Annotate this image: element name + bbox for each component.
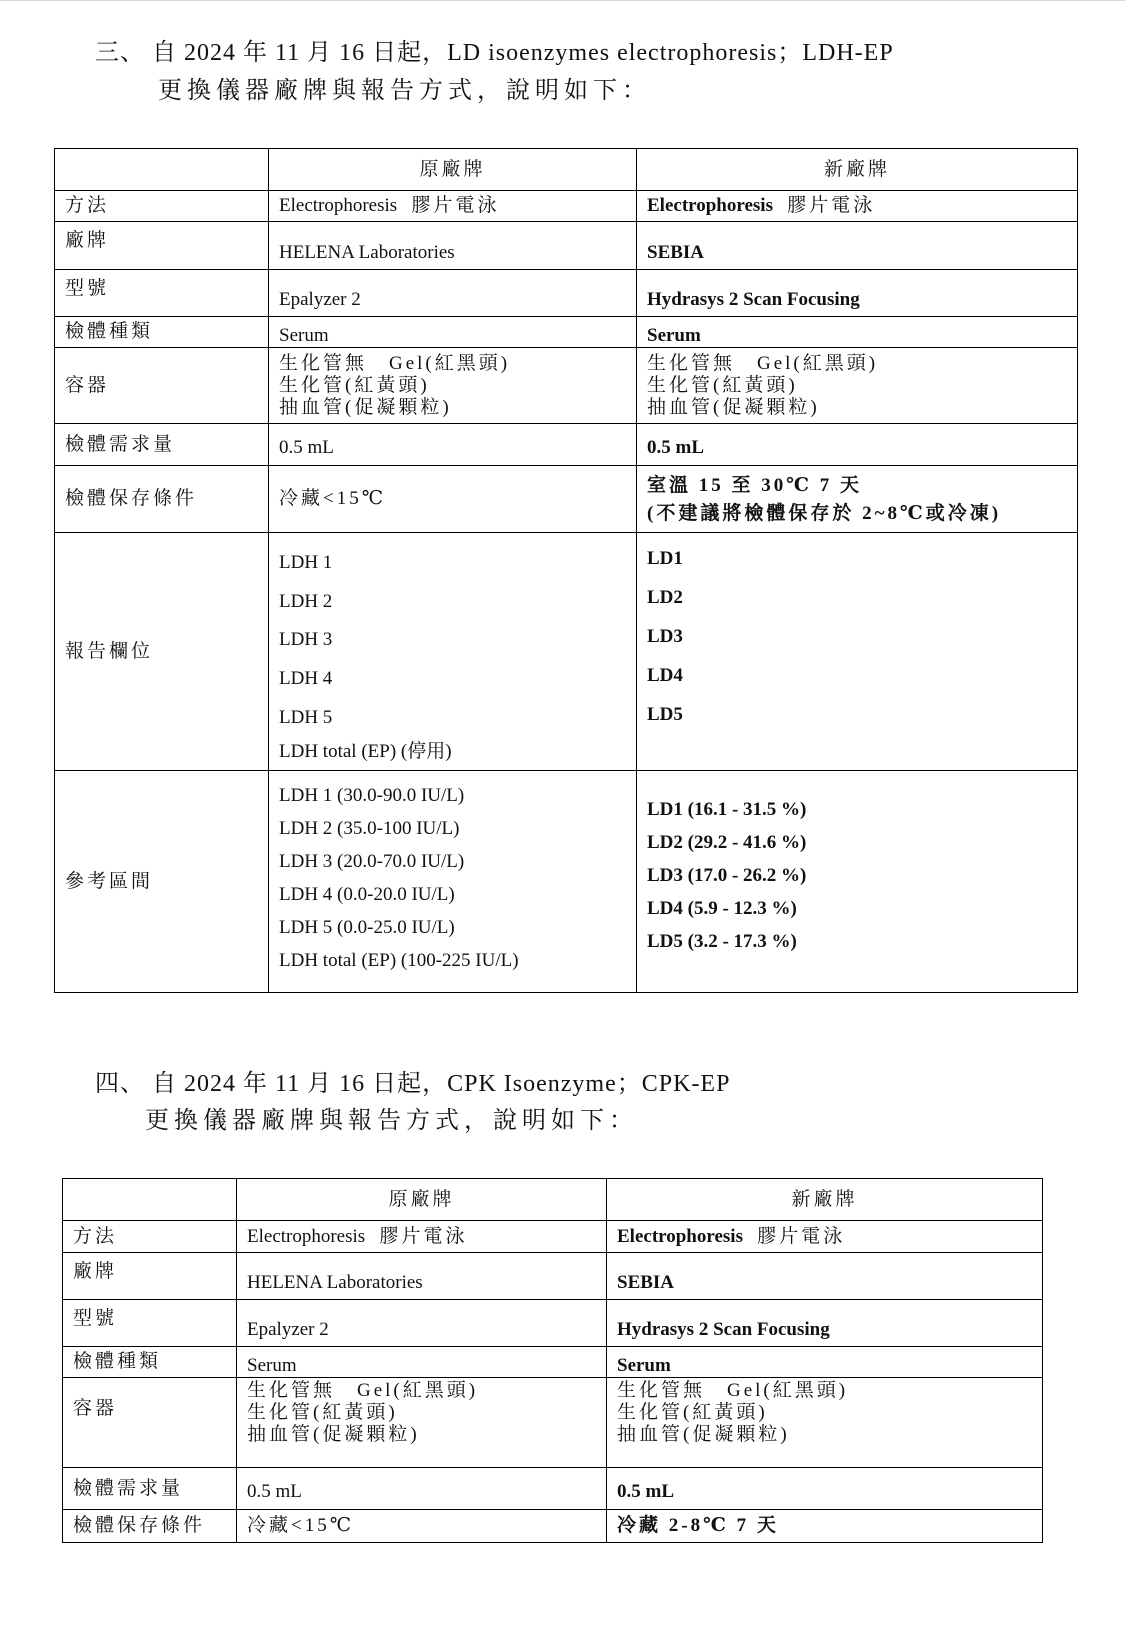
table-row-method [63, 1221, 1043, 1253]
old-method-zh: 膠片電泳 [411, 195, 500, 216]
old-report-item: LDH 5 [279, 707, 333, 728]
old-reference-item: LDH 3 (20.0-70.0 IU/L) [279, 851, 465, 872]
new-method [607, 1221, 1043, 1253]
new-model: Hydrasys 2 Scan Focusing [607, 1300, 1043, 1347]
new-model: Hydrasys 2 Scan Focusing [637, 270, 1078, 317]
new-method [637, 191, 1078, 222]
old-container-line: 抽血管(促凝顆粒) [279, 396, 452, 418]
new-method-zh: 膠片電泳 [787, 195, 876, 216]
new-container-line: 生化管(紅黃頭) [617, 1402, 768, 1423]
old-report-item: LDH 3 [279, 629, 333, 650]
old-model: Epalyzer 2 [269, 270, 637, 317]
new-brand: SEBIA [607, 1253, 1043, 1300]
label-volume: 檢體需求量 [63, 1468, 237, 1510]
old-brand: HELENA Laboratories [237, 1253, 607, 1300]
new-storage-line2: (不建議將檢體保存於 2~8℃或冷凍) [647, 503, 1002, 524]
table-row-reference-range [55, 771, 1078, 993]
label-specimen: 檢體種類 [55, 317, 269, 348]
old-method [269, 191, 637, 222]
section4-subtitle: 更換儀器廠牌與報告方式，說明如下： [145, 1108, 638, 1134]
label-brand: 廠牌 [55, 222, 269, 270]
new-report-item: LD2 [647, 587, 683, 608]
new-report-item: LD3 [647, 626, 683, 647]
label-method: 方法 [63, 1221, 237, 1253]
new-container-line: 抽血管(促凝顆粒) [647, 396, 820, 418]
old-method-zh: 膠片電泳 [379, 1225, 468, 1247]
section4-title: 四、 自 2024 年 11 月 16 日起，CPK Isoenzyme；CPK-EP [95, 1071, 731, 1097]
new-reference-item: LD3 (17.0 - 26.2 %) [647, 865, 807, 886]
old-report-item: LDH 4 [279, 668, 333, 689]
old-container [269, 348, 637, 424]
new-storage [637, 466, 1078, 533]
table-row-specimen [63, 1347, 1043, 1378]
table-row-report-fields [55, 533, 1078, 771]
label-model: 型號 [55, 270, 269, 317]
old-brand: HELENA Laboratories [269, 222, 637, 270]
new-reference-item: LD4 (5.9 - 12.3 %) [647, 898, 797, 919]
new-report-item: LD1 [647, 548, 683, 569]
section3-subtitle: 更換儀器廠牌與報告方式，說明如下： [158, 78, 651, 104]
header-new-brand: 新廠牌 [637, 149, 1078, 191]
table-row-container [63, 1378, 1043, 1468]
label-container: 容器 [63, 1378, 237, 1468]
old-container-line: 生化管(紅黃頭) [247, 1402, 398, 1423]
old-report-item: LDH 1 [279, 552, 333, 573]
section3-title: 三、 自 2024 年 11 月 16 日起，LD isoenzymes electrophoresis；LDH-EP [95, 40, 894, 66]
new-reference-item: LD1 (16.1 - 31.5 %) [647, 799, 807, 820]
table-row-model [55, 270, 1078, 317]
old-volume: 0.5 mL [237, 1468, 607, 1510]
new-report-item: LD4 [647, 665, 683, 686]
header-new-brand: 新廠牌 [607, 1179, 1043, 1221]
page-top-border [0, 0, 1125, 1]
label-model: 型號 [63, 1300, 237, 1347]
old-method-en: Electrophoresis [247, 1225, 366, 1247]
old-specimen: Serum [269, 317, 637, 348]
table-row-brand [55, 222, 1078, 270]
old-storage: 冷藏<15℃ [237, 1510, 607, 1543]
header-old-brand: 原廠牌 [269, 149, 637, 191]
table-row-volume [55, 424, 1078, 466]
label-method: 方法 [55, 191, 269, 222]
table-row-brand [63, 1253, 1043, 1300]
new-container-line: 生化管無 Gel(紅黑頭) [647, 352, 879, 374]
table-header-row [63, 1179, 1043, 1221]
label-container: 容器 [55, 348, 269, 424]
label-brand: 廠牌 [63, 1253, 237, 1300]
old-method [237, 1221, 607, 1253]
label-report-fields: 報告欄位 [55, 533, 269, 771]
new-report-fields [637, 533, 1078, 771]
old-storage: 冷藏<15℃ [269, 466, 637, 533]
old-reference-item: LDH total (EP) (100-225 IU/L) [279, 950, 519, 971]
table-row-volume [63, 1468, 1043, 1510]
new-reference-item: LD5 (3.2 - 17.3 %) [647, 931, 797, 952]
old-model: Epalyzer 2 [237, 1300, 607, 1347]
old-method-en: Electrophoresis [279, 195, 398, 216]
old-reference-item: LDH 4 (0.0-20.0 IU/L) [279, 884, 455, 905]
header-old-brand: 原廠牌 [237, 1179, 607, 1221]
table-row-method [55, 191, 1078, 222]
table-row-storage [63, 1510, 1043, 1543]
label-reference-range: 參考區間 [55, 771, 269, 993]
header-blank-cell [55, 149, 269, 191]
new-storage-line1: 室溫 15 至 30℃ 7 天 [647, 475, 863, 496]
old-container-line: 生化管無 Gel(紅黑頭) [279, 352, 511, 374]
new-container [607, 1378, 1043, 1468]
cpk-comparison-table [62, 1178, 1043, 1543]
new-container-line: 抽血管(促凝顆粒) [617, 1424, 790, 1445]
old-reference-item: LDH 5 (0.0-25.0 IU/L) [279, 917, 455, 938]
old-container-line: 生化管(紅黃頭) [279, 374, 430, 396]
new-specimen: Serum [637, 317, 1078, 348]
label-volume: 檢體需求量 [55, 424, 269, 466]
old-volume: 0.5 mL [269, 424, 637, 466]
old-reference-item: LDH 1 (30.0-90.0 IU/L) [279, 785, 465, 806]
old-specimen: Serum [237, 1347, 607, 1378]
new-reference-range [637, 771, 1078, 993]
table-row-specimen [55, 317, 1078, 348]
header-blank-cell [63, 1179, 237, 1221]
table-row-model [63, 1300, 1043, 1347]
old-reference-item: LDH 2 (35.0-100 IU/L) [279, 818, 460, 839]
old-container-line: 抽血管(促凝顆粒) [247, 1424, 420, 1445]
new-container-line: 生化管無 Gel(紅黑頭) [617, 1380, 849, 1401]
new-reference-item: LD2 (29.2 - 41.6 %) [647, 832, 807, 853]
old-reference-range [269, 771, 637, 993]
label-specimen: 檢體種類 [63, 1347, 237, 1378]
new-specimen: Serum [607, 1347, 1043, 1378]
new-method-en: Electrophoresis [647, 195, 773, 216]
label-storage: 檢體保存條件 [55, 466, 269, 533]
old-report-fields [269, 533, 637, 771]
new-container-line: 生化管(紅黃頭) [647, 374, 798, 396]
old-report-item: LDH 2 [279, 591, 333, 612]
new-container [637, 348, 1078, 424]
new-method-en: Electrophoresis [617, 1225, 743, 1247]
old-container [237, 1378, 607, 1468]
old-report-item: LDH total (EP) (停用) [279, 741, 452, 762]
old-container-line: 生化管無 Gel(紅黑頭) [247, 1380, 479, 1401]
new-storage: 冷藏 2-8℃ 7 天 [607, 1510, 1043, 1543]
table-row-storage [55, 466, 1078, 533]
new-volume: 0.5 mL [637, 424, 1078, 466]
new-volume: 0.5 mL [607, 1468, 1043, 1510]
new-report-item: LD5 [647, 704, 683, 725]
label-storage: 檢體保存條件 [63, 1510, 237, 1543]
new-brand: SEBIA [637, 222, 1078, 270]
table-row-container [55, 348, 1078, 424]
table-header-row [55, 149, 1078, 191]
new-method-zh: 膠片電泳 [757, 1225, 846, 1247]
ldh-comparison-table [54, 148, 1078, 993]
